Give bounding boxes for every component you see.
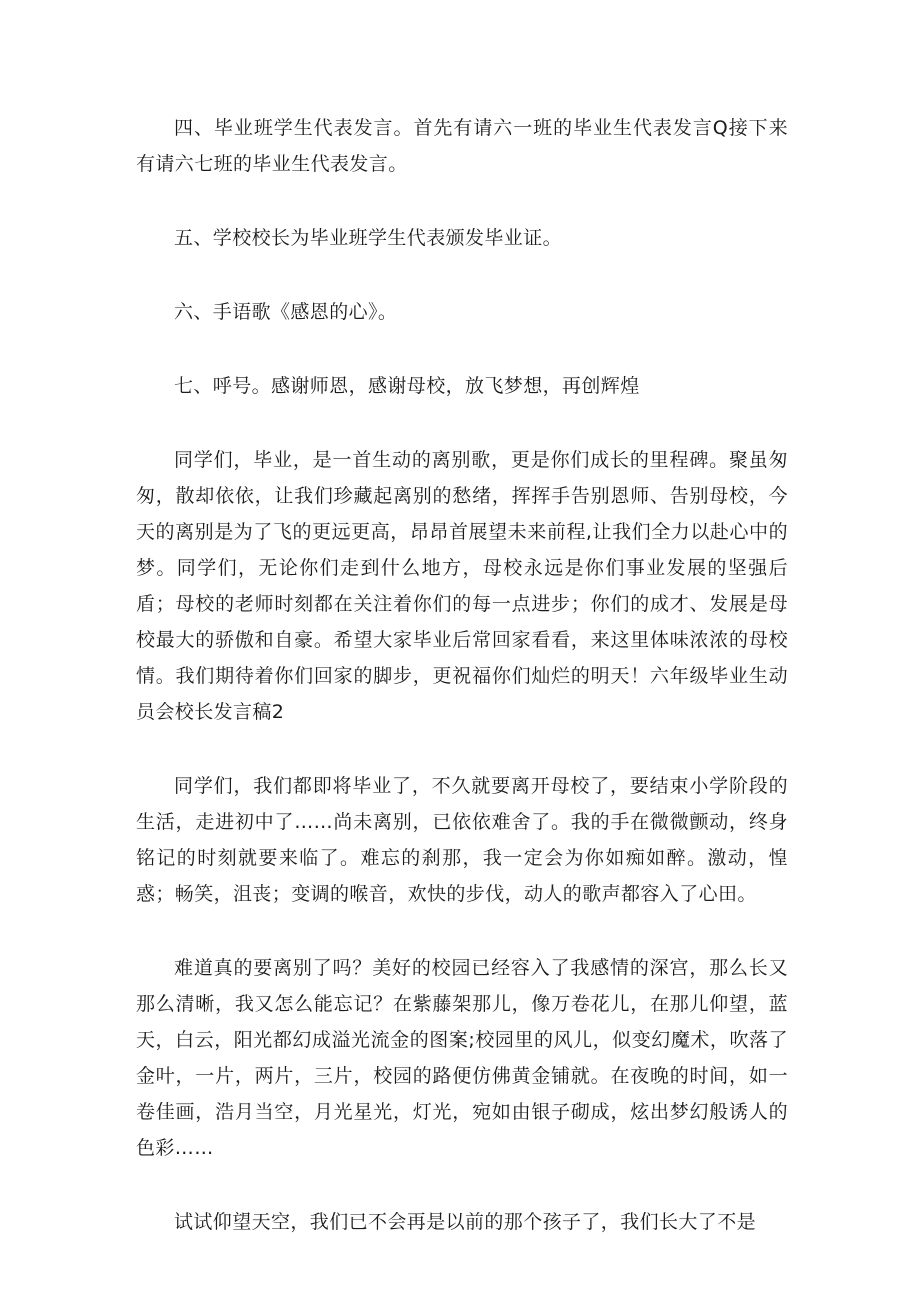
- paragraph-campus-memories: 难道真的要离别了吗？美好的校园已经容入了我感情的深宫，那么长又那么清晰，我又怎么能忘记？在紫藤架那儿，像万卷花儿，在那儿仰望，蓝天，白云，阳光都幻成溢光流金的图案;校园里的风儿，似变幻魔术，吹落了金叶，一片，两片，三片，校园的路便仿佛黄金铺就。在夜晚的时间，如一卷佳画，浩月当空，月光星光，灯光，宛如由银子砌成，炫出梦幻般诱人的色彩……: [136, 957, 788, 1159]
- paragraph-closing-remarks: 同学们，毕业，是一首生动的离别歌，更是你们成长的里程碑。聚虽匆匆，散却依依，让我们珍藏起离别的愁绪，挥挥手告别恩师、告别母校，今天的离别是为了飞的更远更高，昂昂首展望未来前程,让我们全力以赴心中的梦。同学们，无论你们走到什么地方，母校永远是你们事业发展的坚强后盾；母校的老师时刻都在关注着你们的每一点进步；你们的成才、发展是母校最大的骄傲和自豪。希望大家毕业后常回家看看，来这里体味浓浓的母校情。我们期待着你们回家的脚步，更祝福你们灿烂的明天！六年级毕业生动员会校长发言稿2: [136, 449, 788, 723]
- paragraph-gap: [136, 730, 788, 768]
- paragraph-gap: [136, 330, 788, 368]
- paragraph-gap: [136, 912, 788, 950]
- paragraph-speech-item-7: 七、呼号。感谢师恩，感谢母校，放飞梦想，再创辉煌: [174, 375, 640, 397]
- paragraph-gap: [136, 182, 788, 220]
- paragraph-speech-item-5: 五、学校校长为毕业班学生代表颁发毕业证。: [174, 227, 563, 249]
- document-body: [136, 110, 788, 1240]
- paragraph-gap: [136, 1166, 788, 1204]
- paragraph-looking-at-sky: 试试仰望天空，我们已不会再是以前的那个孩子了，我们长大了不是: [174, 1211, 757, 1233]
- paragraph-speech-item-6: 六、手语歌《感恩的心》。: [174, 301, 398, 323]
- paragraph-speech-item-4: 四、毕业班学生代表发言。首先有请六一班的毕业生代表发言Q接下来有请六七班的毕业生代表发言。: [136, 117, 788, 175]
- paragraph-graduation-feelings: 同学们，我们都即将毕业了，不久就要离开母校了，要结束小学阶段的生活，走进初中了……尚未离别，已依依难舍了。我的手在微微颤动，终身铭记的时刻就要来临了。难忘的刹那，我一定会为你如痴如醉。激动，惶惑；畅笑，沮丧；变调的喉音，欢快的步伐，动人的歌声都容入了心田。: [136, 775, 788, 905]
- paragraph-gap: [136, 404, 788, 442]
- paragraph-gap: [136, 256, 788, 294]
